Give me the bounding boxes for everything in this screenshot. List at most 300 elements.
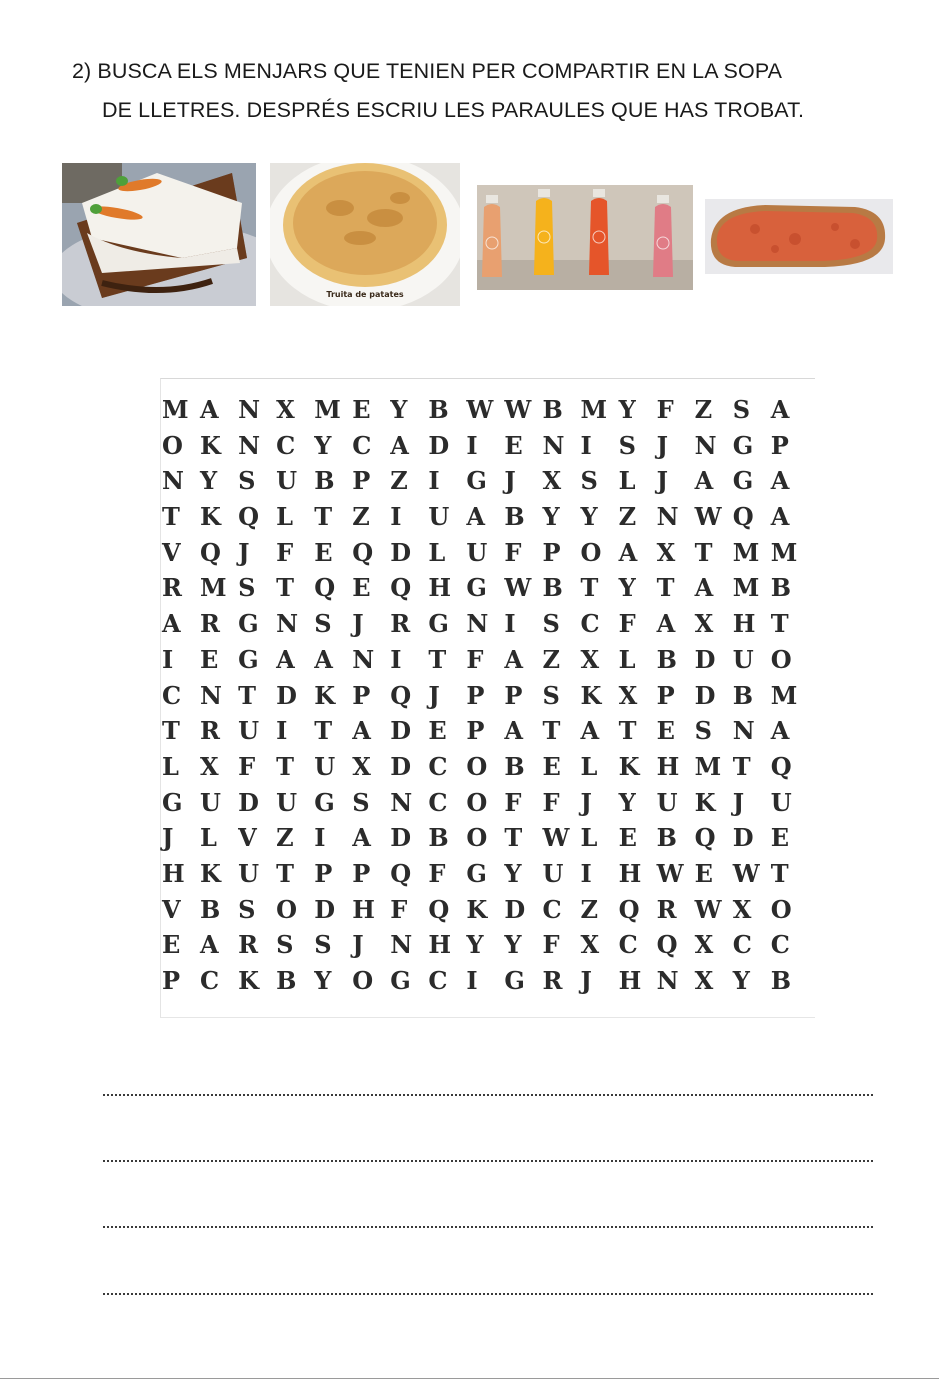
grid-letter[interactable]: Q [732, 502, 754, 532]
grid-letter[interactable]: Z [618, 502, 637, 532]
grid-letter[interactable]: Y [542, 502, 560, 532]
grid-letter[interactable]: Y [200, 466, 218, 496]
grid-letter[interactable]: N [694, 430, 717, 460]
grid-letter[interactable]: I [466, 430, 478, 460]
grid-letter[interactable]: S [694, 716, 712, 746]
grid-letter[interactable]: D [238, 787, 259, 817]
grid-letter[interactable]: R [238, 930, 259, 960]
grid-letter[interactable]: Z [694, 395, 713, 424]
grid-letter[interactable]: Q [352, 537, 374, 567]
grid-letter[interactable]: W [542, 823, 570, 853]
grid-letter[interactable]: C [732, 930, 752, 960]
grid-letter[interactable]: X [656, 537, 676, 567]
grid-letter[interactable]: B [314, 466, 335, 496]
answer-line-3[interactable] [103, 1226, 873, 1228]
grid-letter[interactable]: E [504, 430, 523, 460]
grid-letter[interactable]: H [428, 930, 452, 960]
grid-letter[interactable]: Q [390, 858, 412, 888]
grid-letter[interactable]: H [428, 573, 452, 603]
grid-letter[interactable]: A [770, 395, 790, 424]
grid-letter[interactable]: I [580, 858, 592, 888]
grid-letter[interactable]: T [770, 858, 789, 888]
grid-letter[interactable]: D [504, 894, 526, 924]
grid-letter[interactable]: G [466, 858, 487, 888]
grid-letter[interactable]: C [770, 930, 790, 960]
grid-letter[interactable]: L [580, 823, 598, 853]
grid-letter[interactable]: J [238, 537, 250, 567]
grid-letter[interactable]: J [352, 609, 364, 639]
grid-letter[interactable]: F [656, 395, 674, 424]
grid-letter[interactable]: S [238, 894, 256, 924]
grid-letter[interactable]: R [200, 716, 220, 746]
exercise-instruction [72, 52, 872, 130]
grid-letter[interactable]: O [770, 894, 792, 924]
grid-letter[interactable]: L [618, 466, 636, 496]
grid-letter[interactable]: E [656, 716, 675, 746]
grid-letter[interactable]: U [656, 787, 678, 817]
grid-letter[interactable]: B [656, 644, 677, 674]
grid-letter[interactable]: S [238, 466, 256, 496]
grid-letter[interactable]: E [542, 751, 561, 781]
grid-letter[interactable]: T [276, 858, 294, 888]
grid-letter[interactable]: G [732, 430, 754, 460]
grid-letter[interactable]: J [656, 466, 668, 496]
grid-letter[interactable]: Y [618, 787, 636, 817]
grid-letter[interactable]: T [542, 716, 561, 746]
grid-letter[interactable]: F [504, 787, 522, 817]
grid-letter[interactable]: U [200, 787, 221, 817]
grid-letter[interactable]: A [770, 466, 790, 496]
grid-letter[interactable]: A [314, 644, 333, 674]
grid-letter[interactable]: A [390, 430, 409, 460]
grid-letter[interactable]: Q [770, 751, 792, 781]
grid-letter[interactable]: P [466, 680, 485, 710]
grid-letter[interactable]: A [504, 644, 524, 674]
grid-letter[interactable]: X [542, 466, 562, 496]
grid-letter[interactable]: H [656, 751, 680, 781]
grid-letter[interactable]: K [694, 787, 716, 817]
grid-letter[interactable]: X [276, 395, 295, 424]
grid-letter[interactable]: G [466, 573, 487, 603]
grid-letter[interactable]: J [580, 787, 592, 817]
grid-letter[interactable]: N [352, 644, 375, 674]
grid-letter[interactable]: O [580, 537, 602, 567]
grid-letter[interactable]: Y [618, 395, 636, 424]
grid-letter[interactable]: I [466, 966, 478, 995]
grid-letter[interactable]: Y [504, 858, 522, 888]
grid-letter[interactable]: A [694, 573, 714, 603]
grid-letter[interactable]: U [542, 858, 564, 888]
grid-letter[interactable]: G [428, 609, 449, 639]
grid-letter[interactable]: U [238, 716, 260, 746]
grid-letter[interactable]: K [314, 680, 336, 710]
grid-letter[interactable]: S [276, 930, 294, 960]
grid-letter[interactable]: Q [238, 502, 259, 532]
grid-letter[interactable]: K [200, 858, 221, 888]
grid-letter[interactable]: W [466, 395, 494, 424]
grid-letter[interactable]: J [732, 787, 745, 817]
grid-letter[interactable]: B [504, 502, 525, 532]
grid-letter[interactable]: L [162, 751, 179, 781]
grid-letter[interactable]: Q [656, 930, 678, 960]
grid-letter[interactable]: Q [314, 573, 336, 603]
grid-letter[interactable]: J [656, 430, 668, 460]
grid-letter[interactable]: C [428, 787, 448, 817]
grid-letter[interactable]: A [656, 609, 676, 639]
grid-letter[interactable]: U [238, 858, 260, 888]
grid-letter[interactable]: B [656, 823, 677, 853]
grid-letter[interactable]: U [732, 644, 754, 674]
grid-letter[interactable]: E [352, 395, 371, 424]
grid-letter[interactable]: G [732, 466, 754, 496]
grid-letter[interactable]: B [428, 823, 449, 853]
grid-letter[interactable]: U [466, 537, 488, 567]
grid-letter[interactable]: F [618, 609, 636, 639]
grid-letter[interactable]: U [428, 502, 450, 532]
grid-letter[interactable]: M [732, 537, 760, 567]
grid-letter[interactable]: S [732, 395, 751, 424]
grid-letter[interactable]: A [770, 502, 790, 532]
grid-letter[interactable]: M [770, 680, 798, 710]
grid-letter[interactable]: Z [352, 502, 370, 532]
grid-letter[interactable]: F [466, 644, 484, 674]
carrot-cake-photo [62, 163, 256, 306]
grid-letter[interactable]: D [390, 716, 412, 746]
grid-letter[interactable]: J [352, 930, 364, 960]
grid-letter[interactable]: P [466, 716, 485, 746]
grid-letter[interactable]: I [314, 823, 326, 853]
grid-letter[interactable]: T [694, 537, 713, 567]
grid-letter[interactable]: N [656, 502, 679, 532]
grid-letter[interactable]: K [200, 502, 221, 532]
grid-letter[interactable]: R [162, 573, 182, 603]
grid-letter[interactable]: N [732, 716, 755, 746]
grid-letter[interactable]: P [770, 430, 789, 460]
grid-letter[interactable]: M [580, 395, 608, 424]
grid-letter[interactable]: N [276, 609, 299, 639]
grid-letter[interactable]: G [504, 966, 525, 995]
grid-letter[interactable]: Q [618, 894, 640, 924]
grid-letter[interactable]: E [162, 930, 181, 960]
grid-letter[interactable]: P [352, 466, 371, 496]
grid-letter[interactable]: I [390, 502, 402, 532]
grid-letter[interactable]: Y [618, 573, 636, 603]
grid-letter[interactable]: N [390, 930, 413, 960]
grid-letter[interactable]: Q [390, 680, 412, 710]
grid-letter[interactable]: E [314, 537, 333, 567]
grid-letter[interactable]: K [200, 430, 221, 460]
grid-letter[interactable]: R [390, 609, 411, 639]
grid-letter[interactable]: R [656, 894, 677, 924]
grid-letter[interactable]: T [276, 573, 294, 603]
grid-letter[interactable]: O [466, 751, 488, 781]
grid-letter[interactable]: U [276, 466, 298, 496]
grid-letter[interactable]: J [580, 966, 592, 995]
grid-letter[interactable]: M [770, 537, 798, 567]
grid-letter[interactable]: G [390, 966, 411, 995]
grid-letter[interactable]: H [732, 609, 756, 639]
page-bottom-rule [0, 1378, 939, 1379]
grid-letter[interactable]: Y [314, 966, 332, 995]
grid-letter[interactable]: P [314, 858, 333, 888]
grid-letter[interactable]: I [580, 430, 592, 460]
grid-letter[interactable]: L [580, 751, 598, 781]
grid-letter[interactable]: S [618, 430, 636, 460]
grid-letter[interactable]: L [276, 502, 294, 532]
grid-letter[interactable]: N [466, 609, 489, 639]
grid-letter[interactable]: D [314, 894, 335, 924]
grid-letter[interactable]: A [200, 930, 219, 960]
grid-letter[interactable]: M [200, 573, 227, 603]
grid-letter[interactable]: S [352, 787, 370, 817]
grid-letter[interactable]: K [238, 966, 259, 995]
grid-letter[interactable]: X [352, 751, 371, 781]
grid-letter[interactable]: A [162, 609, 181, 639]
grid-letter[interactable]: Y [580, 502, 598, 532]
grid-letter[interactable]: B [504, 751, 525, 781]
grid-letter[interactable]: T [580, 573, 599, 603]
grid-letter[interactable]: O [770, 644, 792, 674]
grid-letter[interactable]: L [618, 644, 636, 674]
grid-letter[interactable]: Q [200, 537, 221, 567]
grid-letter[interactable]: U [314, 751, 336, 781]
grid-letter[interactable]: Q [390, 573, 412, 603]
grid-letter[interactable]: Y [504, 930, 522, 960]
grid-letter[interactable]: C [428, 966, 448, 995]
grid-letter[interactable]: T [770, 609, 789, 639]
grid-letter[interactable]: D [428, 430, 450, 460]
grid-letter[interactable]: N [656, 966, 679, 995]
grid-letter[interactable]: M [694, 751, 722, 781]
grid-letter[interactable]: T [276, 751, 294, 781]
grid-letter[interactable]: S [542, 680, 560, 710]
bread-with-tomato-photo [705, 199, 893, 274]
instruction-line-1: 2) BUSCA ELS MENJARS QUE TENIEN PER COMPARTIR EN LA SOPA [72, 59, 783, 83]
grid-letter[interactable]: S [314, 609, 332, 639]
grid-letter[interactable]: C [162, 680, 182, 710]
grid-letter[interactable]: N [200, 680, 222, 710]
grid-letter[interactable]: K [466, 894, 488, 924]
grid-letter[interactable]: P [352, 858, 371, 888]
grid-letter[interactable]: D [390, 537, 412, 567]
grid-letter[interactable]: T [732, 751, 751, 781]
grid-letter[interactable]: W [732, 858, 760, 888]
grid-letter[interactable]: C [200, 966, 220, 995]
grid-letter[interactable]: G [238, 609, 259, 639]
grid-letter[interactable]: U [770, 787, 792, 817]
grid-letter[interactable]: B [770, 573, 792, 603]
grid-letter[interactable]: I [504, 609, 516, 639]
grid-letter[interactable]: W [656, 858, 684, 888]
grid-letter[interactable]: A [466, 502, 485, 532]
juice-bottles-photo [477, 185, 693, 290]
grid-letter[interactable]: A [200, 395, 219, 424]
grid-letter[interactable]: B [428, 395, 449, 424]
grid-letter[interactable]: M [162, 395, 189, 424]
grid-letter[interactable]: M [314, 395, 341, 424]
grid-letter[interactable]: A [618, 537, 638, 567]
grid-letter[interactable]: O [466, 787, 488, 817]
grid-letter[interactable]: V [162, 537, 181, 567]
grid-letter[interactable]: N [162, 466, 184, 496]
grid-letter[interactable]: G [238, 644, 259, 674]
grid-letter[interactable]: N [238, 430, 261, 460]
grid-letter[interactable]: D [276, 680, 297, 710]
grid-letter[interactable]: D [694, 644, 716, 674]
grid-letter[interactable]: O [466, 823, 488, 853]
grid-letter[interactable]: Q [694, 823, 716, 853]
grid-letter[interactable]: P [656, 680, 675, 710]
grid-letter[interactable]: T [238, 680, 256, 710]
grid-letter[interactable]: C [580, 609, 600, 639]
grid-letter[interactable]: E [352, 573, 371, 603]
grid-letter[interactable]: S [238, 573, 256, 603]
grid-letter[interactable]: T [504, 823, 523, 853]
grid-letter[interactable]: T [162, 502, 180, 532]
grid-letter[interactable]: C [276, 430, 296, 460]
grid-letter[interactable]: D [390, 823, 412, 853]
grid-letter[interactable]: D [390, 751, 412, 781]
grid-letter[interactable]: P [162, 966, 181, 995]
grid-letter[interactable]: H [618, 966, 642, 995]
grid-letter[interactable]: Q [428, 894, 450, 924]
grid-letter[interactable]: I [390, 644, 402, 674]
grid-letter[interactable]: B [542, 395, 563, 424]
grid-letter[interactable]: X [694, 609, 714, 639]
grid-letter[interactable]: C [428, 751, 448, 781]
grid-letter[interactable]: B [732, 680, 753, 710]
grid-letter[interactable]: T [618, 716, 637, 746]
grid-letter[interactable]: A [770, 716, 790, 746]
grid-letter[interactable]: H [618, 858, 642, 888]
grid-letter[interactable]: H [352, 894, 375, 924]
grid-letter[interactable]: E [200, 644, 219, 674]
grid-letter[interactable]: T [162, 716, 180, 746]
grid-letter[interactable]: V [238, 823, 257, 853]
grid-letter[interactable]: M [732, 573, 760, 603]
grid-letter[interactable]: J [504, 466, 516, 496]
grid-letter[interactable]: E [428, 716, 447, 746]
grid-letter[interactable]: X [580, 644, 600, 674]
grid-letter[interactable]: I [162, 644, 174, 674]
grid-letter[interactable]: O [162, 430, 183, 460]
answer-line-2[interactable] [103, 1160, 873, 1162]
grid-letter[interactable]: O [276, 894, 298, 924]
grid-letter[interactable]: C [352, 430, 372, 460]
grid-letter[interactable]: N [238, 395, 261, 424]
grid-letter[interactable]: G [466, 466, 487, 496]
answer-line-1[interactable] [103, 1094, 873, 1096]
grid-letter[interactable]: T [314, 502, 333, 532]
grid-letter[interactable]: P [504, 680, 523, 710]
grid-letter[interactable]: U [276, 787, 298, 817]
grid-letter[interactable]: K [618, 751, 640, 781]
grid-letter[interactable]: K [580, 680, 602, 710]
grid-letter[interactable]: X [694, 930, 714, 960]
grid-letter[interactable]: A [694, 466, 714, 496]
grid-letter[interactable]: S [580, 466, 598, 496]
grid-letter[interactable]: B [770, 966, 792, 995]
grid-letter[interactable]: B [276, 966, 297, 995]
grid-letter[interactable]: D [732, 823, 754, 853]
grid-letter[interactable]: I [428, 466, 440, 496]
grid-letter[interactable]: C [542, 894, 562, 924]
word-search-puzzle [160, 378, 815, 1018]
grid-letter[interactable]: A [352, 823, 371, 853]
grid-letter[interactable]: W [504, 573, 532, 603]
grid-letter[interactable]: A [352, 716, 371, 746]
grid-letter[interactable]: P [352, 680, 371, 710]
grid-letter[interactable]: P [542, 537, 561, 567]
grid-letter[interactable]: B [542, 573, 563, 603]
grid-letter[interactable]: N [542, 430, 565, 460]
grid-letter[interactable]: F [276, 537, 294, 567]
grid-letter[interactable]: F [542, 930, 560, 960]
grid-letter[interactable]: S [314, 930, 332, 960]
grid-letter[interactable]: E [770, 823, 790, 853]
grid-letter[interactable]: E [694, 858, 713, 888]
grid-letter[interactable]: Y [390, 395, 408, 424]
grid-letter[interactable]: T [656, 573, 675, 603]
grid-letter[interactable]: Z [276, 823, 294, 853]
answer-line-4[interactable] [103, 1293, 873, 1295]
grid-letter[interactable]: D [694, 680, 716, 710]
grid-letter[interactable]: Y [314, 430, 332, 460]
grid-letter[interactable]: A [276, 644, 295, 674]
grid-letter[interactable]: V [162, 894, 181, 924]
grid-letter[interactable]: T [428, 644, 447, 674]
grid-letter[interactable]: X [618, 680, 638, 710]
grid-letter[interactable]: C [618, 930, 638, 960]
grid-letter[interactable]: X [580, 930, 600, 960]
grid-letter[interactable]: N [390, 787, 413, 817]
grid-letter[interactable]: J [162, 823, 174, 853]
grid-letter[interactable]: W [504, 395, 532, 424]
grid-letter[interactable]: F [428, 858, 446, 888]
grid-letter[interactable]: Z [390, 466, 408, 496]
grid-letter[interactable]: E [618, 823, 637, 853]
grid-letter[interactable]: Z [580, 894, 599, 924]
grid-letter[interactable]: L [200, 823, 217, 853]
grid-letter[interactable]: L [428, 537, 446, 567]
grid-letter[interactable]: F [390, 894, 408, 924]
grid-letter[interactable]: X [732, 894, 752, 924]
grid-letter[interactable]: Y [732, 966, 750, 995]
grid-letter[interactable]: F [238, 751, 256, 781]
grid-letter[interactable]: T [314, 716, 333, 746]
grid-letter[interactable]: Y [466, 930, 484, 960]
grid-letter[interactable]: J [428, 680, 440, 710]
grid-letter[interactable]: G [162, 787, 183, 817]
grid-letter[interactable]: I [276, 716, 288, 746]
grid-letter[interactable]: B [200, 894, 221, 924]
grid-letter[interactable]: H [162, 858, 185, 888]
grid-letter[interactable]: A [580, 716, 600, 746]
grid-letter[interactable]: O [352, 966, 374, 995]
grid-letter[interactable]: W [694, 502, 722, 532]
grid-letter[interactable]: F [542, 787, 560, 817]
grid-letter[interactable]: Z [542, 644, 560, 674]
grid-letter[interactable]: S [542, 609, 560, 639]
grid-letter[interactable]: A [504, 716, 524, 746]
grid-letter[interactable]: G [314, 787, 335, 817]
grid-letter[interactable]: W [694, 894, 722, 924]
grid-letter[interactable]: R [200, 609, 220, 639]
grid-letter[interactable]: F [504, 537, 522, 567]
grid-letter[interactable]: R [542, 966, 563, 995]
grid-letter[interactable]: X [694, 966, 714, 995]
grid-letter[interactable]: X [200, 751, 219, 781]
